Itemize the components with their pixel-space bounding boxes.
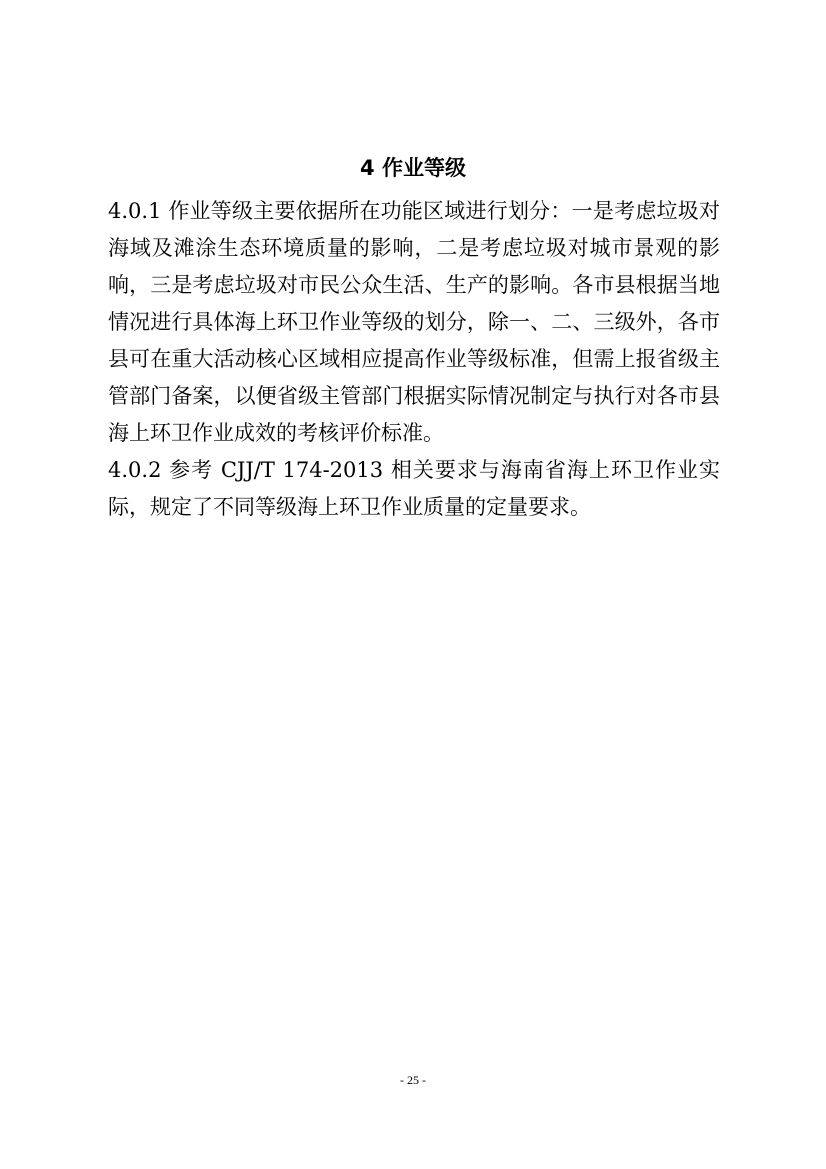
page-number: - 25 - bbox=[400, 1073, 426, 1087]
section-body bbox=[108, 193, 720, 526]
section-title: 4 作业等级 bbox=[360, 156, 466, 180]
paragraph-4-0-1: 4.0.1 作业等级主要依据所在功能区域进行划分：一是考虑垃圾对海域及滩涂生态环境质量的影响，二是考虑垃圾对城市景观的影响，三是考虑垃圾对市民公众生活、生产的影响。各市县根据当地情况进行具体海上环卫作业等级的划分，除一、二、三级外，各市县可在重大活动核心区域相应提高作业等级标准，但需上报省级主管部门备案，以便省级主管部门根据实际情况制定与执行对各市县海上环卫作业成效的考核评价标准。 bbox=[108, 199, 720, 445]
paragraph-4-0-2: 4.0.2 参考 CJJ/T 174-2013 相关要求与海南省海上环卫作业实际，规定了不同等级海上环卫作业质量的定量要求。 bbox=[108, 458, 720, 519]
